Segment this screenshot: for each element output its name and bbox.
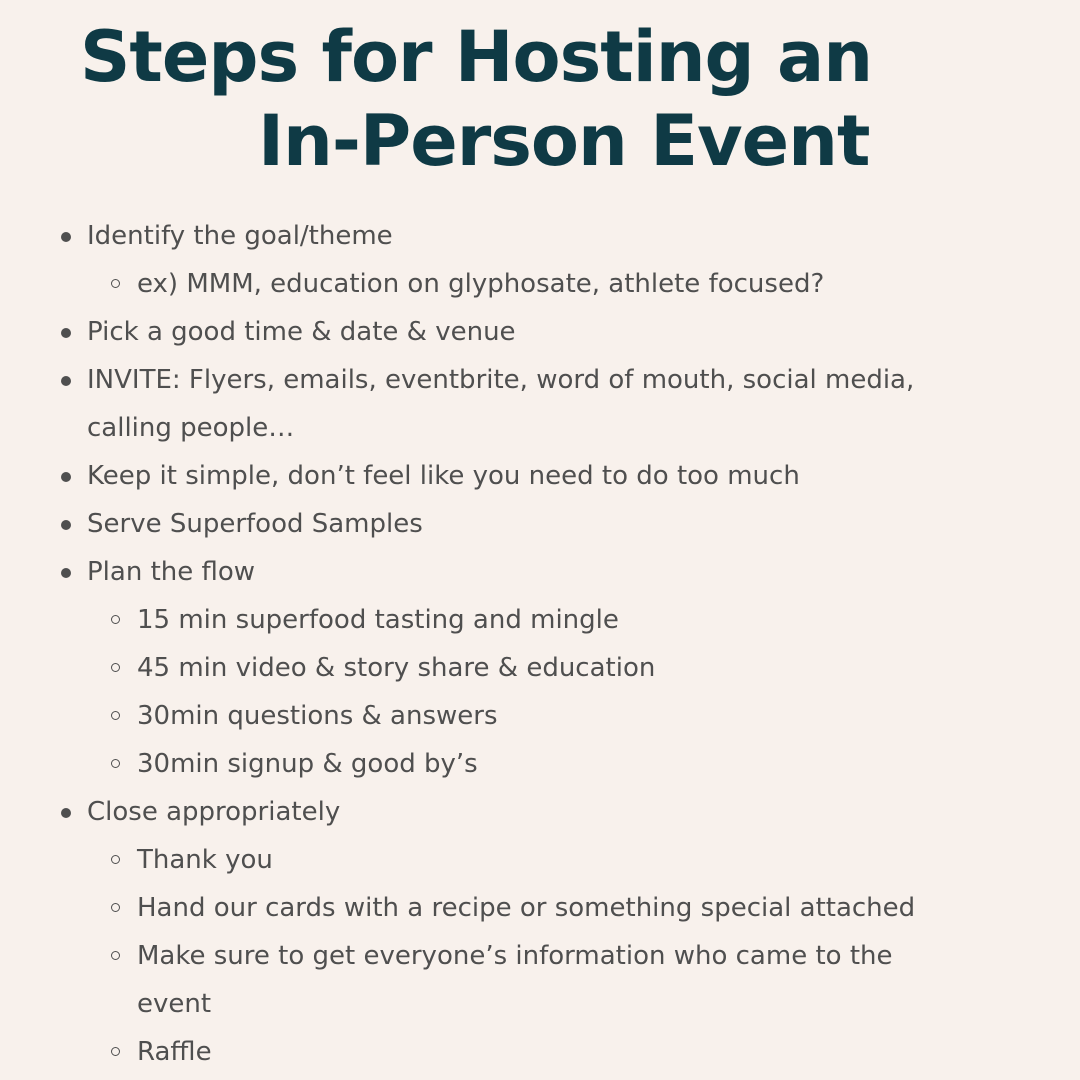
bullet-dot-icon — [61, 808, 71, 818]
step-item-close — [87, 788, 340, 836]
bullet-dot-icon — [61, 568, 71, 578]
step-text: Plan the flow — [87, 557, 256, 587]
step-text: Serve Superfood Samples — [87, 509, 423, 539]
step-item-invite-continued — [87, 404, 294, 452]
sub-item-text: 45 min video & story share & education — [137, 653, 656, 683]
title-line-2: In-Person Event — [258, 100, 870, 182]
sub-item-text: 15 min superfood tasting and mingle — [137, 605, 619, 635]
sub-item-thank-you — [137, 836, 273, 884]
step-text: Close appropriately — [87, 797, 341, 827]
bullet-dot-icon — [61, 232, 71, 242]
bullet-dot-icon — [61, 376, 71, 386]
title-line-1: Steps for Hosting an — [80, 16, 873, 98]
step-item-identify-goal — [87, 212, 393, 260]
sub-item-hand-cards — [137, 884, 915, 932]
sub-item-get-information-continued — [137, 980, 211, 1028]
bullet-circle-icon — [111, 951, 120, 960]
step-item-invite — [87, 356, 914, 404]
sub-item-goal-examples — [137, 260, 824, 308]
sub-item-text: Hand our cards with a recipe or something special attached — [137, 893, 916, 923]
sub-item-text: Thank you — [137, 845, 273, 875]
sub-item-get-information — [137, 932, 893, 980]
step-item-serve-samples — [87, 500, 423, 548]
bullet-dot-icon — [61, 472, 71, 482]
bullet-circle-icon — [111, 711, 120, 720]
bullet-dot-icon — [61, 328, 71, 338]
sub-item-text: 30min questions & answers — [137, 701, 498, 731]
bullet-circle-icon — [111, 1047, 120, 1056]
sub-item-questions — [137, 692, 498, 740]
step-text: Keep it simple, don’t feel like you need to do too much — [87, 461, 800, 491]
sub-item-text: ex) MMM, education on glyphosate, athlete focused? — [137, 269, 825, 299]
step-item-keep-simple — [87, 452, 800, 500]
sub-item-signup — [137, 740, 478, 788]
bullet-circle-icon — [111, 615, 120, 624]
sub-item-text-line-1: Make sure to get everyone’s information who came to the — [137, 941, 893, 971]
bullet-dot-icon — [61, 520, 71, 530]
step-text-line-1: INVITE: Flyers, emails, eventbrite, word of mouth, social media, — [87, 365, 915, 395]
sub-item-text: Raffle — [137, 1037, 212, 1067]
sub-item-text: 30min signup & good by’s — [137, 749, 478, 779]
step-text: Pick a good time & date & venue — [87, 317, 516, 347]
sub-item-raffle — [137, 1028, 212, 1076]
step-item-plan-flow — [87, 548, 255, 596]
sub-item-text-line-2: event — [137, 989, 212, 1019]
step-text-line-2: calling people… — [87, 413, 295, 443]
bullet-circle-icon — [111, 759, 120, 768]
step-text: Identify the goal/theme — [87, 221, 393, 251]
sub-item-tasting — [137, 596, 619, 644]
bullet-circle-icon — [111, 279, 120, 288]
bullet-circle-icon — [111, 855, 120, 864]
step-item-pick-time — [87, 308, 516, 356]
bullet-circle-icon — [111, 663, 120, 672]
sub-item-video — [137, 644, 655, 692]
bullet-circle-icon — [111, 903, 120, 912]
